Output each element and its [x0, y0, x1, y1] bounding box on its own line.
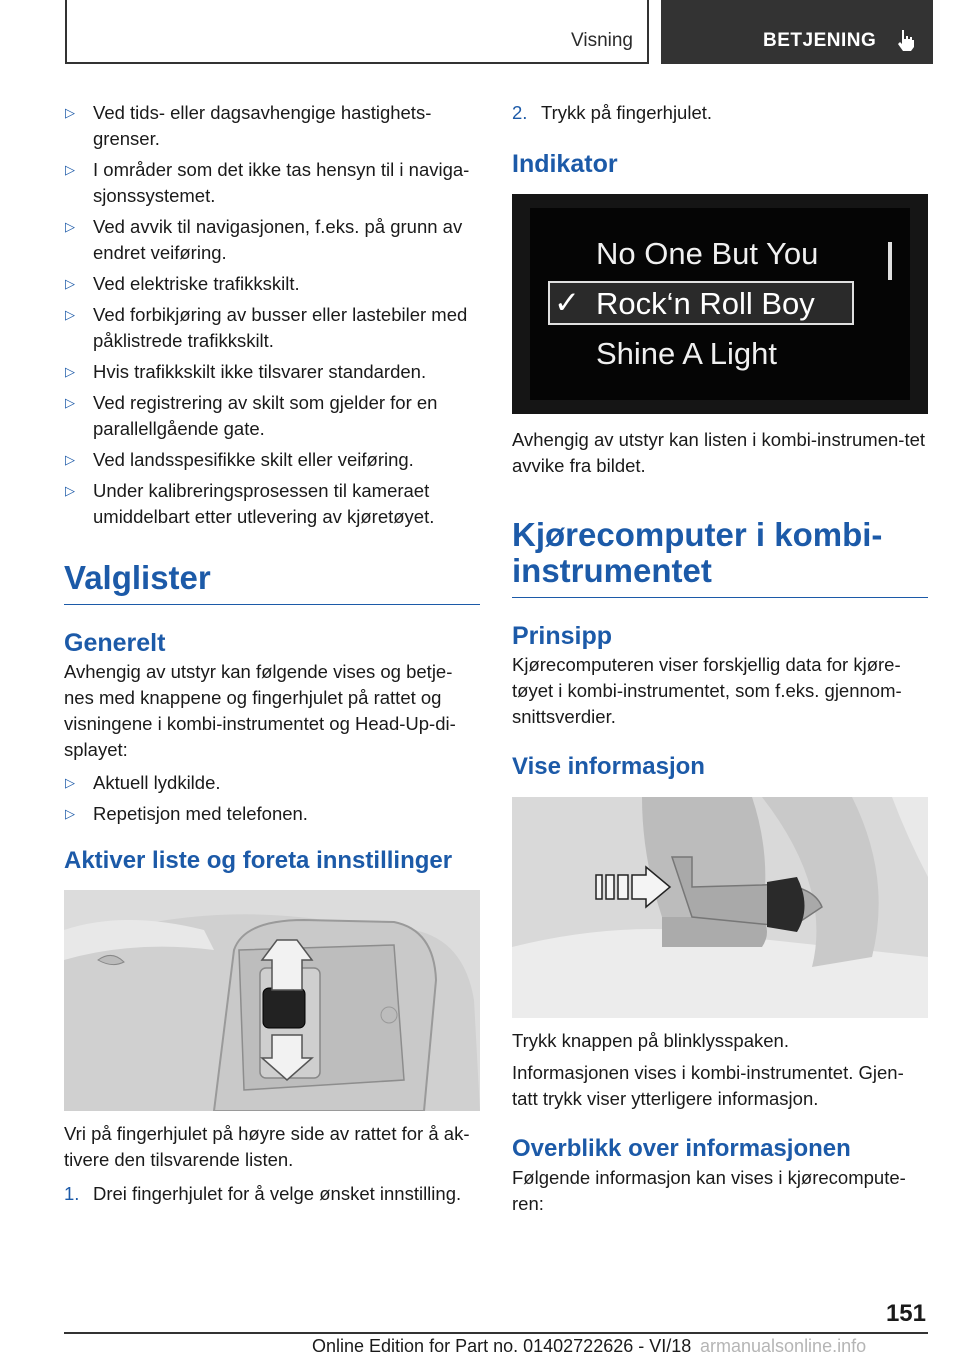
heading-aktiver-liste: Aktiver liste og foreta innstillinger: [64, 847, 453, 874]
watermark: armanualsonline.info: [700, 1336, 867, 1356]
triangle-bullet-icon: ▷: [65, 395, 75, 410]
header-chapter-label: BETJENING: [763, 30, 877, 51]
heading-vise-informasjon: Vise informasjon: [512, 753, 705, 780]
display-screen: [530, 208, 910, 400]
hand-pointer-icon: [893, 27, 919, 53]
steering-wheel-figure: [64, 890, 480, 1111]
triangle-bullet-icon: ▷: [65, 483, 75, 498]
overblikk-paragraph: Følgende informasjon kan vises i kjørecompute-ren:: [512, 1167, 906, 1214]
triangle-bullet-icon: ▷: [65, 775, 75, 790]
vise-caption-2: Informasjonen vises i kombi-instrumentet. Gjen-tatt trykk viser ytterligere informasjon.: [512, 1062, 904, 1109]
header-section-tab: [65, 0, 649, 64]
page-number: 151: [885, 1300, 926, 1327]
list-item: ▷ Ved elektriske trafikkskilt.: [64, 271, 480, 297]
prinsipp-paragraph: Kjørecomputeren viser forskjellig data for kjøre-tøyet i kombi-instrumentet, som f.eks. gjennom-snittsverdier.: [512, 654, 902, 727]
list-item: ▷ Repetisjon med telefonen.: [64, 801, 480, 827]
heading-indikator: Indikator: [512, 150, 618, 178]
triangle-bullet-icon: ▷: [65, 105, 75, 120]
heading-generelt: Generelt: [64, 629, 166, 657]
triangle-bullet-icon: ▷: [65, 452, 75, 467]
indikator-caption: Avhengig av utstyr kan listen i kombi-instrumen-tet avvike fra bildet.: [512, 429, 926, 476]
triangle-bullet-icon: ▷: [65, 806, 75, 821]
triangle-bullet-icon: ▷: [65, 364, 75, 379]
heading-overblikk: Overblikk over informasjonen: [512, 1135, 851, 1162]
header-chapter-tab: [661, 0, 933, 64]
step-list-left: [64, 1181, 480, 1207]
generelt-list: [64, 770, 480, 827]
display-list-item: Shine A Light: [596, 336, 777, 371]
list-item: ▷ Ved landsspesifikke skilt eller veiføring.: [64, 447, 480, 473]
list-item: ▷ Ved avvik til navigasjonen, f.eks. på grunn av endret veiføring.: [65, 216, 463, 263]
steering-wheel-illustration: [64, 890, 480, 1111]
list-item: ▷ Ved forbikjøring av busser eller lastebiler med påklistrede trafikkskilt.: [65, 304, 468, 351]
display-list-item-selected: Rock‘n Roll Boy: [596, 286, 815, 321]
list-item: ▷ Aktuell lydkilde.: [64, 770, 480, 796]
footer-divider: [64, 1332, 928, 1334]
turn-signal-illustration: [512, 797, 928, 1018]
list-item: ▷ Under kalibreringsprosessen til kameraet umiddelbart etter utlevering av kjøretøyet.: [65, 480, 435, 527]
fig1-caption: Vri på fingerhjulet på høyre side av rattet for å ak-tivere den tilsvarende listen.: [64, 1123, 470, 1170]
header-section-label: Visning: [571, 30, 633, 51]
step-item: 1. Drei fingerhjulet for å velge ønsket innstilling.: [64, 1183, 462, 1204]
triangle-bullet-icon: ▷: [65, 162, 75, 177]
heading-valglister: Valglister: [64, 560, 480, 605]
turn-signal-figure: [512, 797, 928, 1018]
heading-prinsipp: Prinsipp: [512, 622, 613, 650]
triangle-bullet-icon: ▷: [65, 276, 75, 291]
restriction-list: [64, 100, 480, 530]
edition-label: Online Edition for Part no. 01402722626 - VI/18: [312, 1336, 692, 1356]
display-list-item: No One But You: [596, 236, 819, 271]
triangle-bullet-icon: ▷: [65, 219, 75, 234]
triangle-bullet-icon: ▷: [65, 307, 75, 322]
step-list-right: [512, 100, 928, 126]
list-item: ▷ Ved tids- eller dagsavhengige hastighets-grenser.: [65, 102, 432, 149]
step-item: 2. Trykk på fingerhjulet.: [512, 102, 713, 123]
generelt-paragraph: Avhengig av utstyr kan følgende vises og betje-nes med knappene og fingerhjulet på rattet og visningene i kombi-instrumentet og Head-Up-di-splayet:: [64, 661, 456, 760]
display-scrollbar: [888, 242, 892, 280]
list-item: ▷ Ved registrering av skilt som gjelder for en parallellgående gate.: [65, 392, 438, 439]
vise-caption-1: Trykk knappen på blinklysspaken.: [512, 1030, 789, 1051]
heading-kjorecomputer: Kjørecomputer i kombi-instrumentet: [512, 517, 928, 598]
list-item: ▷ I områder som det ikke tas hensyn til i naviga-sjonssystemet.: [65, 159, 470, 206]
right-column: [512, 100, 928, 1217]
list-item: ▷ Hvis trafikkskilt ikke tilsvarer standarden.: [64, 359, 480, 385]
display-check-icon: ✓: [554, 285, 580, 320]
left-column: [64, 100, 480, 1207]
instrument-display-figure: [512, 194, 928, 414]
